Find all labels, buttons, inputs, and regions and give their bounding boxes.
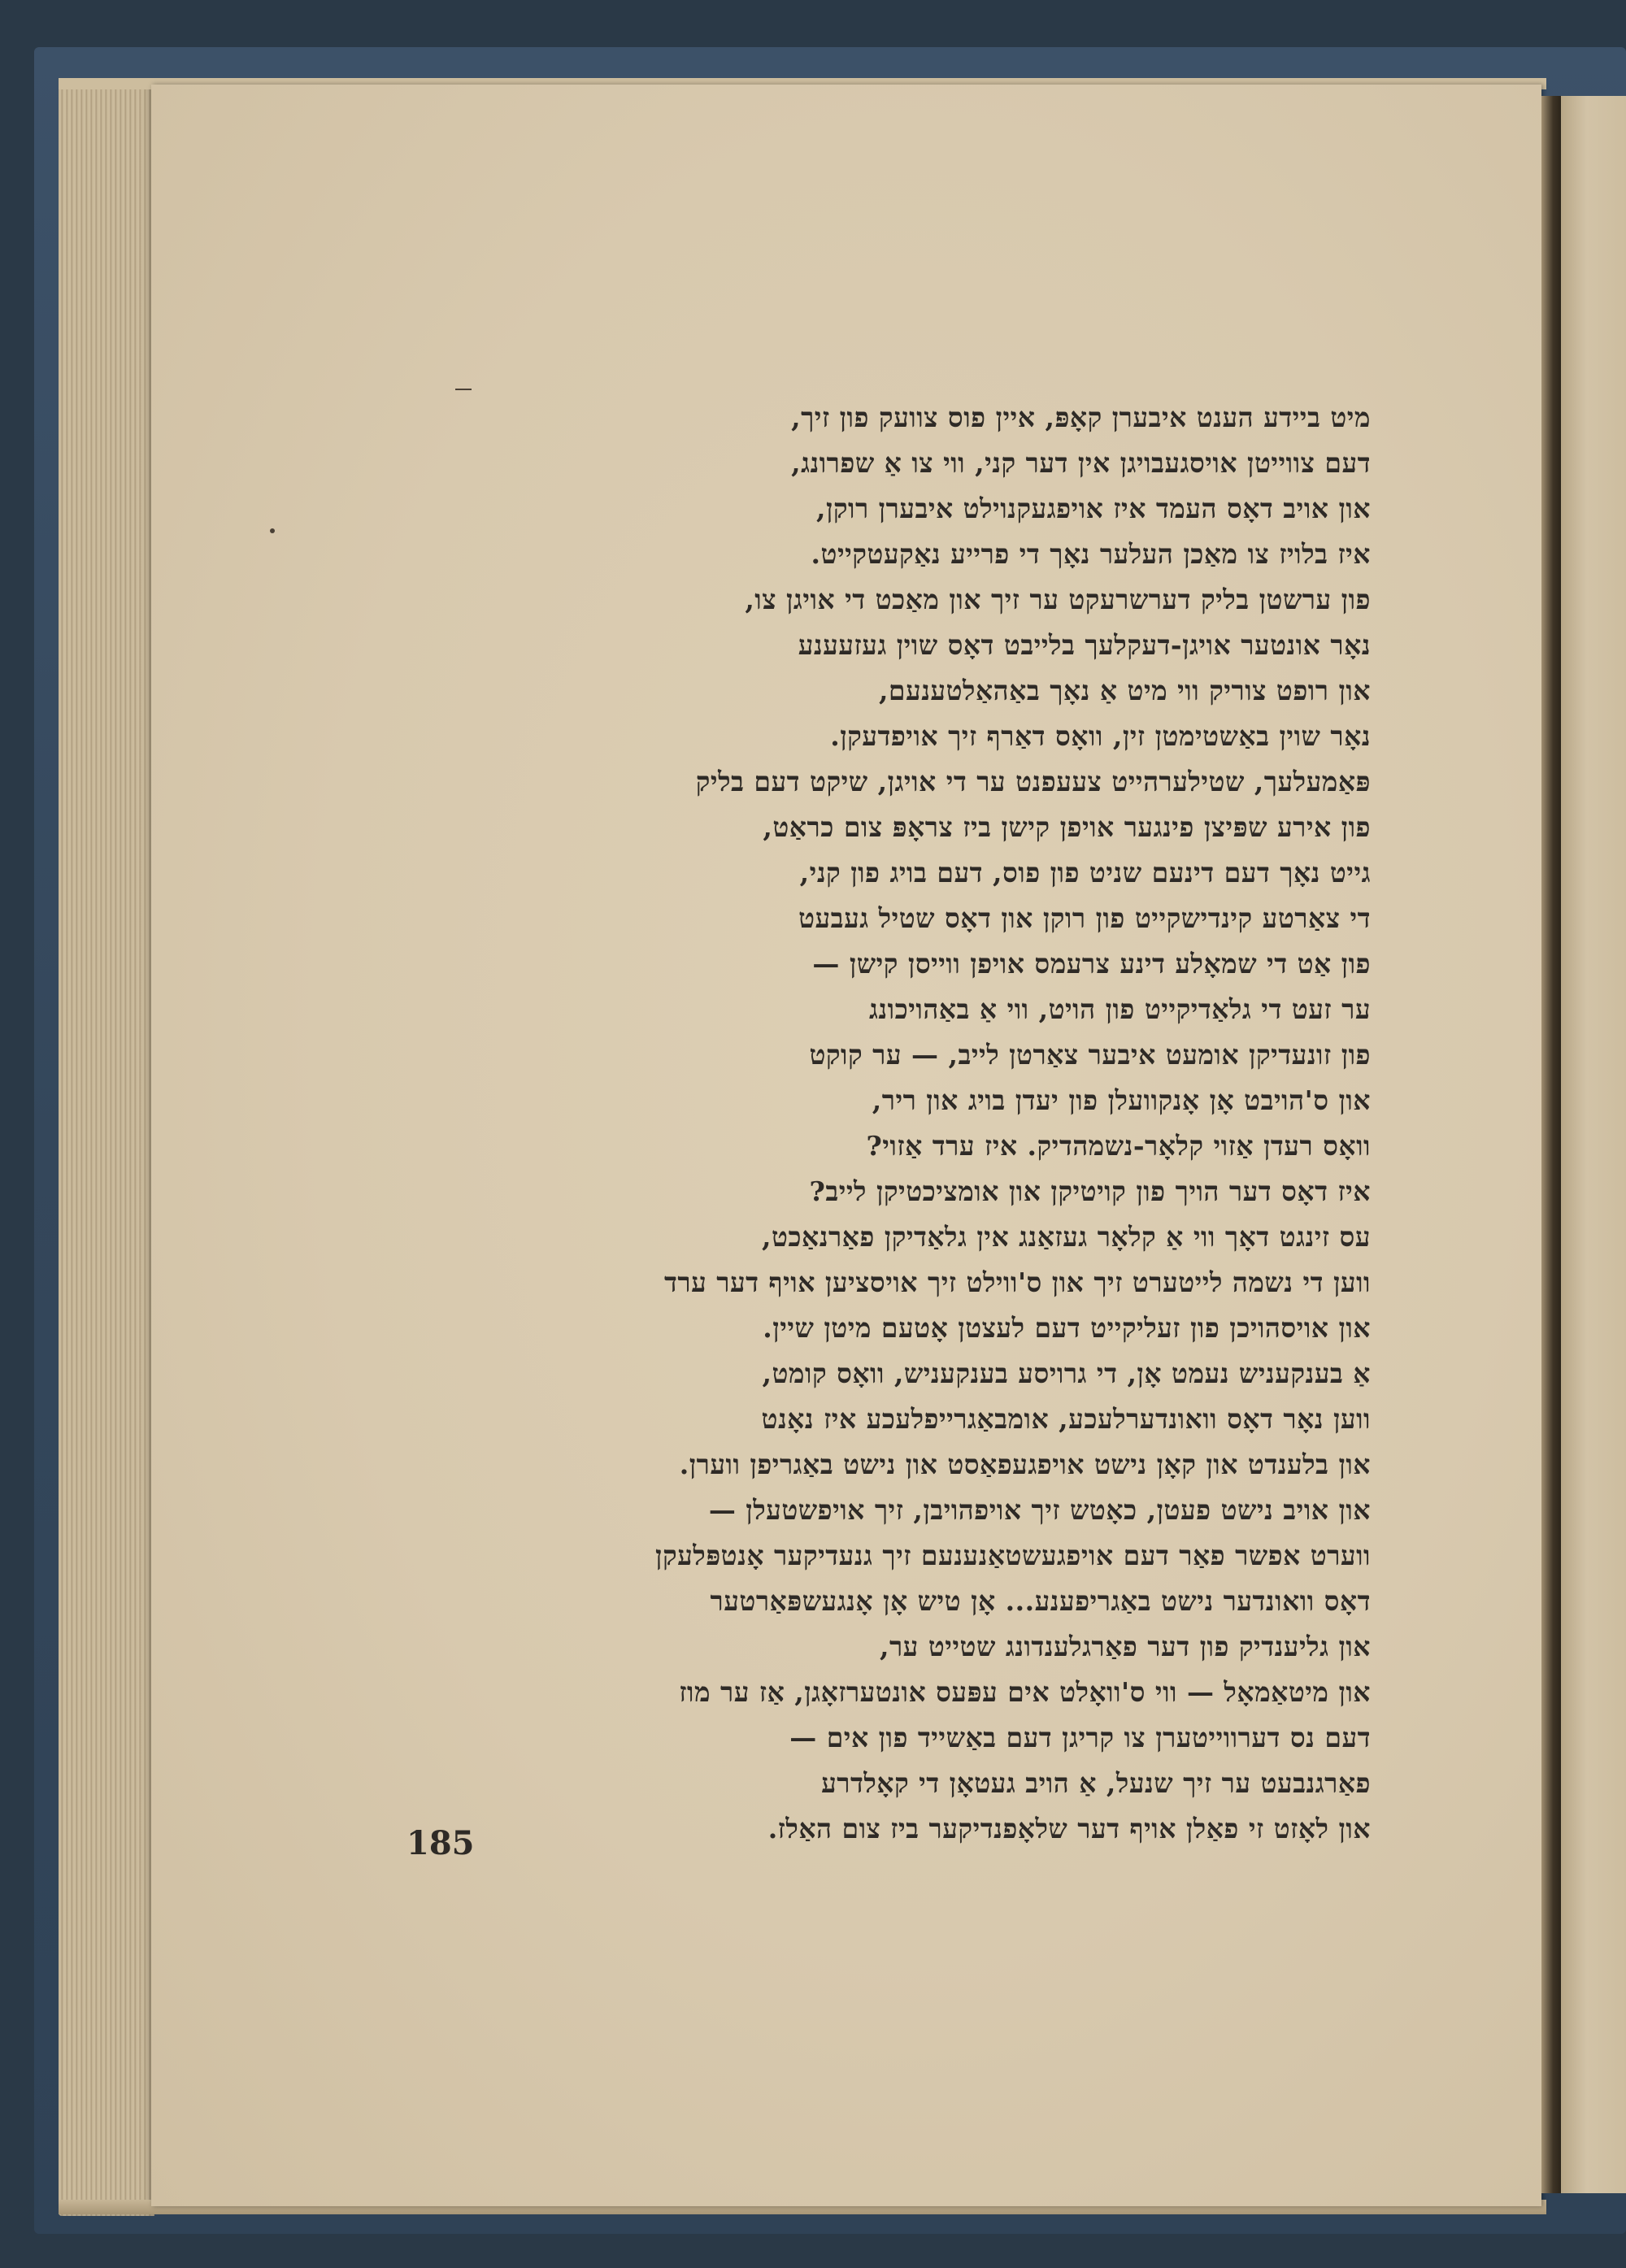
text-line: פון אירע שפּיצן פינגער אויפן קישן ביז צראָפּ צום כראַט, <box>763 811 1371 843</box>
facing-page-edge <box>1561 96 1626 2193</box>
text-line: ווען נאָר דאָס וואונדערלעכע, אומבאַגרייפלעכע איז נאָנט <box>761 1403 1371 1435</box>
text-line: ווען די נשמה לייטערט זיך און ס'ווילט זיך אויסציען אויף דער ערד <box>664 1267 1371 1298</box>
text-line: די צאַרטע קינדישקייט פון רוקן און דאָס שטיל געבעט <box>798 902 1371 934</box>
text-line: פון אַט די שמאָלע דינע צרעמס אויפן ווייסן קישן — <box>812 948 1371 980</box>
text-line: נאָר שוין באַשטימטן זין, וואָס דאַרף זיך אויפדעקן. <box>830 720 1371 752</box>
text-line: וואָס רעדן אַזוי קלאָר-נשמהדיק. איז ערד אַזוי? <box>866 1130 1371 1162</box>
text-line: און בלענדט און קאָן נישט אויפגעפאַסט און נישט באַגריפן ווערן. <box>679 1449 1371 1480</box>
text-line: איז דאָס דער הויך פון קויטיקן און אומציכטיקן לייב? <box>809 1175 1371 1207</box>
text-line: און לאָזט זי פאַלן אויף דער שלאָפנדיקער ביז צום האַלז. <box>767 1813 1371 1844</box>
text-line: דאָס וואונדער נישט באַגריפענע... אָן טיש אָן אָנגעשפּאַרטער <box>710 1585 1371 1617</box>
text-line: איז בלויז צו מאַכן העלער נאָך די פרייע נאַקעטקייט. <box>811 538 1371 570</box>
text-line: און אויסהויכן פון זעליקייט דעם לעצטן אָטעם מיטן שיין. <box>763 1312 1371 1344</box>
text-line: ווערט אפשר פאַר דעם אויפגעשטאַנענעם זיך גנעדיקער אָנטפּלעקן <box>655 1540 1371 1571</box>
page-number: 185 <box>406 1824 475 1862</box>
text-line: פאַרגנבעט ער זיך שנעל, אַ הויב געטאָן די קאָלדרע <box>821 1767 1371 1799</box>
text-line: אַ בענקעניש נעמט אָן, די גרויסע בענקעניש, וואָס קומט, <box>762 1358 1371 1389</box>
paper-speck <box>455 389 472 390</box>
text-line: פּאַמעלעך, שטילערהייט צעעפנט ער די אויגן, שיקט דעם בליק <box>695 766 1371 797</box>
text-line: און גליענדיק פון דער פאַרגלענדונג שטייט ער, <box>879 1631 1371 1662</box>
text-line: נאָר אונטער אויגן-דעקלעך בלייבט דאָס שוין געזעענע <box>798 629 1371 661</box>
text-line: מיט ביידע הענט איבערן קאָפּ, איין פוס צוועק פון זיך, <box>791 402 1371 433</box>
text-line: עס זינגט דאָך ווי אַ קלאָר געזאַנג אין גלאַדיקן פאַרנאַכט, <box>761 1221 1371 1253</box>
text-line: און אויב נישט פעטן, כאָטש זיך אויפהויבן, זיך אויפשטעלן — <box>708 1494 1371 1526</box>
text-line: דעם צווייטן אויסגעבויגן אין דער קני, ווי צו אַ שפרונג, <box>791 447 1371 479</box>
text-line: דעם נס דערווייטערן צו קריגן דעם באַשייד פון אים — <box>789 1722 1371 1753</box>
page-stack-edges <box>59 78 154 2216</box>
text-line: ער זעט די גלאַדיקייט פון הויט, ווי אַ באַהויכונג <box>869 993 1371 1025</box>
text-line: גייט נאָך דעם דינעם שניט פון פוס, דעם בויג פון קני, <box>799 857 1371 889</box>
text-line: פון זונעדיקן אומעט איבער צאַרטן לייב, — ער קוקט <box>809 1039 1371 1071</box>
text-line: פון ערשטן בליק דערשרעקט ער זיך און מאַכט די אויגן צו, <box>745 584 1371 615</box>
paper-speck <box>270 528 275 533</box>
book-gutter <box>1541 96 1561 2193</box>
text-line: און אויב דאָס העמד איז אויפגעקנוילט איבערן רוקן, <box>815 493 1371 524</box>
text-line: און ס'הויבט אָן אָנקוועלן פון יעדן בויג און ריר, <box>872 1084 1371 1116</box>
text-line: און רופט צוריק ווי מיט אַ נאָך באַהאַלטענעם, <box>878 675 1371 706</box>
poem-text <box>406 395 1371 1852</box>
text-line: און מיטאַמאָל — ווי ס'וואָלט אים עפּעס אונטערזאָגן, אַז ער מוז <box>679 1676 1371 1708</box>
